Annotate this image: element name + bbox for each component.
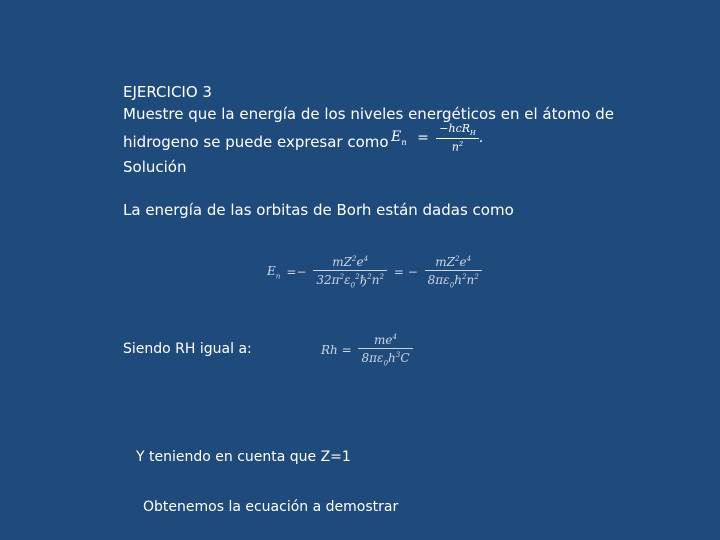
prompt-line-2: hidrogeno se puede expresar como (123, 133, 389, 151)
borh-line: La energía de las orbitas de Borh están dadas como (123, 201, 514, 219)
z-line: Y teniendo en cuenta que Z=1 (136, 449, 351, 465)
rh-label: Siendo RH igual a: (123, 341, 252, 357)
final-line: Obtenemos la ecuación a demostrar (143, 499, 399, 515)
energy-fraction-1: $\frac{mZ^2e^4}{32\pi^2\varepsilon_0^2ђ^2n^2}$ (313, 254, 387, 289)
energy-fraction-2: $\frac{mZ^2e^4}{8\pi\varepsilon_0h^2n^2}$ (425, 254, 482, 289)
rh-equation: Rh = $\frac{me^4}{8\pi\varepsilon_0h^3C}$ (318, 332, 413, 367)
solution-label: Solución (123, 158, 187, 176)
bohr-energy-equation: $E_n$ =− $\frac{mZ^2e^4}{32\pi^2\varepsilon_0^2ђ^2n^2}$ = − $\frac{mZ^2e^4}{8\pi\varepsilon_0h^2n^2}$ (264, 254, 482, 289)
inline-fraction: $\frac{-hcR_H}{n^2}$ (436, 122, 479, 154)
prompt-line-1: Muestre que la energía de los niveles energéticos en el átomo de (123, 105, 614, 123)
inline-energy-equation: $E_n$ = $\frac{-hcR_H}{n^2}$ . (391, 122, 484, 154)
rh-fraction: $\frac{me^4}{8\pi\varepsilon_0h^3C}$ (358, 332, 412, 367)
slide-title: EJERCICIO 3 (123, 83, 212, 101)
